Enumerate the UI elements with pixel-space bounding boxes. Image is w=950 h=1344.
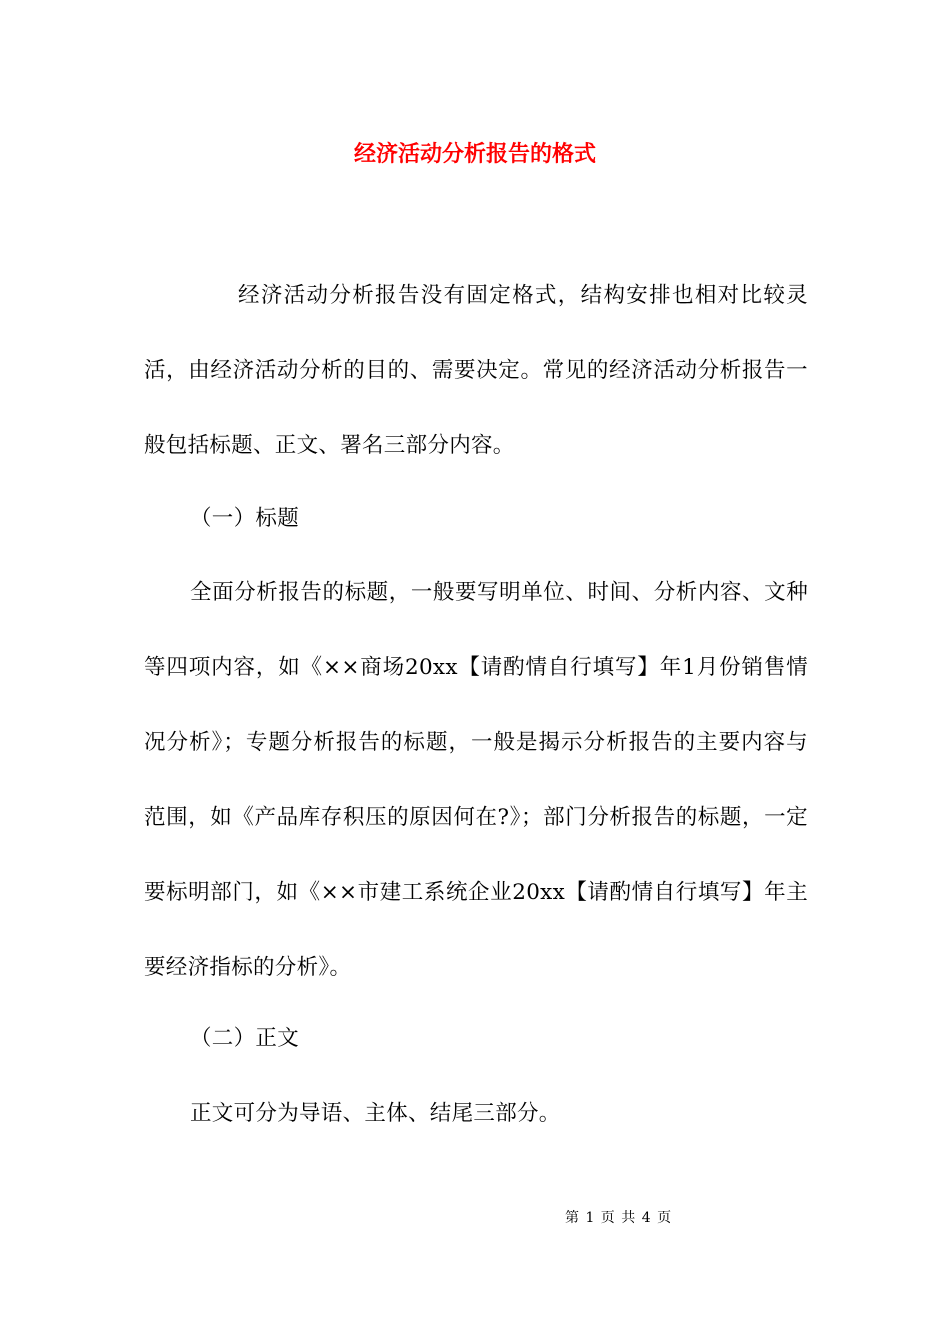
body-description-paragraph: 正文可分为导语、主体、结尾三部分。 <box>190 1101 561 1126</box>
document-title: 经济活动分析报告的格式 <box>353 141 596 167</box>
section-heading-body: （二）正文 <box>190 1026 300 1051</box>
section-heading-title: （一）标题 <box>190 506 300 531</box>
page-number-footer: 第 1 页 共 4 页 <box>565 1210 673 1226</box>
title-description-paragraph: 全面分析报告的标题，一般要写明单位、时间、分析内容、文种等四项内容，如《××商场20xx【请酌情自行填写】年1月份销售情况分析》；专题分析报告的标题，一般是揭示分析报告的主要内容与范围，如《产品库存积压的原因何在?》；部门分析报告的标题，一定要标明部门，如《××市建工系统企业20xx【请酌情自行填写】年主要经济指标的分析》。 <box>144 580 808 980</box>
intro-paragraph: 经济活动分析报告没有固定格式，结构安排也相对比较灵活，由经济活动分析的目的、需要决定。常见的经济活动分析报告一般包括标题、正文、署名三部分内容。 <box>144 283 808 458</box>
